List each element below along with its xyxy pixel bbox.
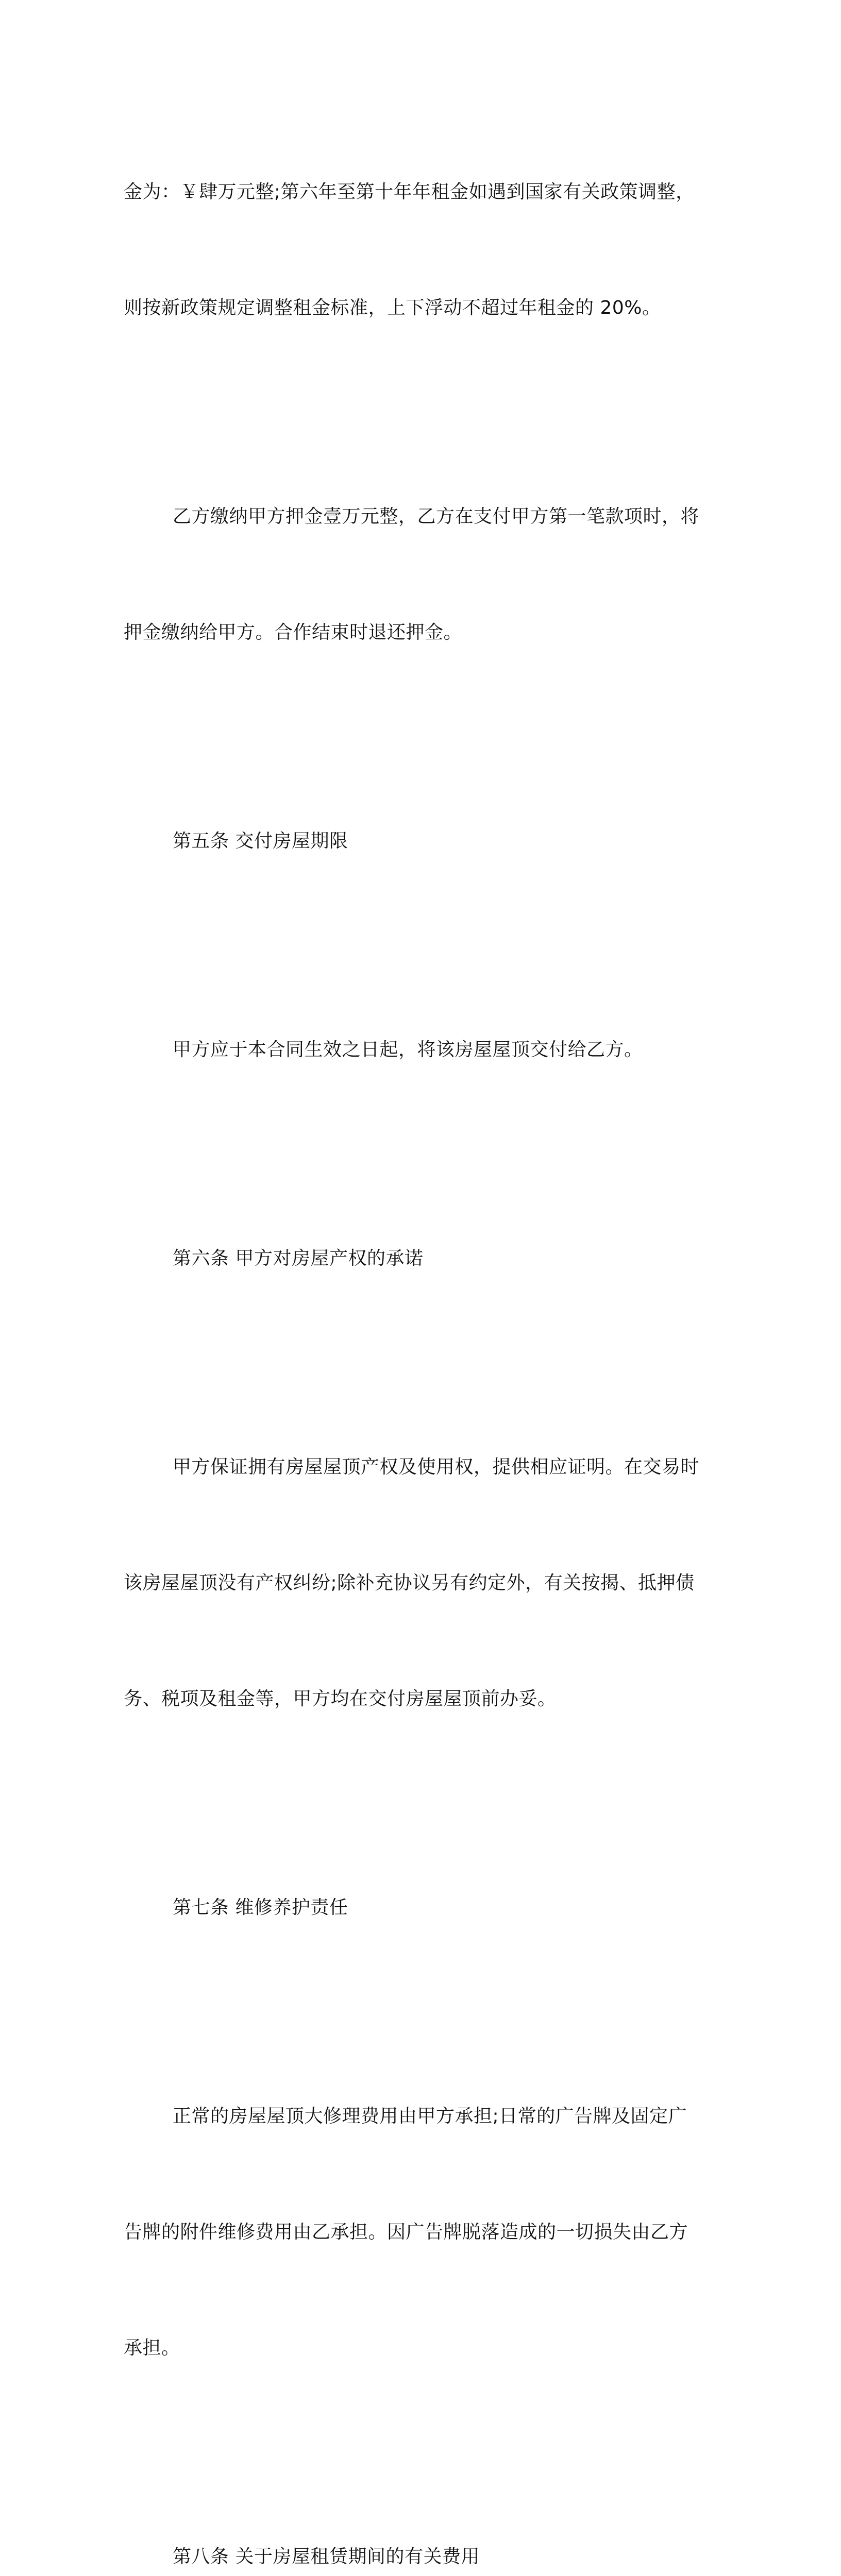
paragraph-delivery [124,953,716,1146]
text-line: 乙方缴纳甲方押金壹万元整，乙方在支付甲方第一笔款项时，将 [173,506,700,527]
text-line: 甲方保证拥有房屋屋顶产权及使用权，提供相应证明。在交易时 [173,1456,700,1478]
text-line: 告牌的附件维修费用由乙承担。因广告牌脱落造成的一切损失由乙方 [124,2222,688,2243]
text-line: 承担。 [124,2337,180,2359]
text-line: 该房屋屋顶没有产权纠纷;除补充协议另有约定外，有关按揭、抵押债 [124,1572,695,1594]
heading-text: 第六条 甲方对房屋产权的承诺 [173,1248,424,1269]
paragraph-property-rights [124,1370,716,1795]
text-line: 金为：￥肆万元整;第六年至第十年年租金如遇到国家有关政策调整， [124,181,695,202]
article-5-heading [124,744,716,938]
text-line: 甲方应于本合同生效之日起，将该房屋屋顶交付给乙方。 [173,1039,643,1060]
text-line: 则按新政策规定调整租金标准，上下浮动不超过年租金的 20%。 [124,297,661,318]
text-line: 正常的房屋屋顶大修理费用由甲方承担;日常的广告牌及固定广 [173,2106,687,2127]
heading-text: 第七条 维修养护责任 [173,1897,348,1918]
heading-text: 第五条 交付房屋期限 [173,831,348,852]
article-6-heading [124,1162,716,1355]
paragraph-rent-adjustment [124,95,716,404]
paragraph-maintenance [124,2020,716,2445]
heading-text: 第八条 关于房屋租赁期间的有关费用 [173,2546,480,2567]
article-8-heading [124,2460,716,2576]
text-line: 押金缴纳给甲方。合作结束时退还押金。 [124,622,463,643]
article-7-heading [124,1811,716,2004]
paragraph-deposit [124,420,716,729]
text-line: 务、税项及租金等，甲方均在交付房屋屋顶前办妥。 [124,1688,557,1709]
document-body [124,95,716,2576]
